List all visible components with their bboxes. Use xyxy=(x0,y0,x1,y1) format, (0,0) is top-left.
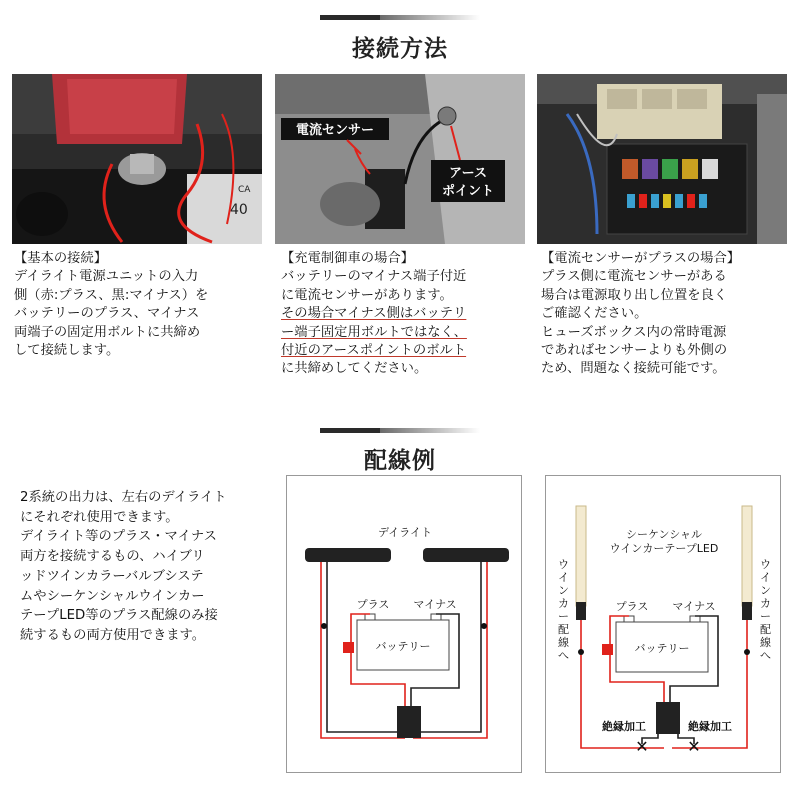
caption-line: デイライト電源ユニットの入力 xyxy=(14,269,199,285)
connector-dot xyxy=(578,649,584,655)
caption-charge-control xyxy=(281,250,541,379)
caption-line: バッテリーのプラス、マイナス xyxy=(14,306,200,322)
caption-line: に共締めしてください。 xyxy=(281,361,428,377)
description-line: デイライト等のプラス・マイナス xyxy=(20,529,217,545)
svg-text:カ: カ xyxy=(760,597,771,610)
caption-line: バッテリーのマイナス端子付近 xyxy=(281,269,467,285)
fusebox-photo-illustration xyxy=(537,74,787,244)
cross-mark-left-icon: ✕ xyxy=(635,737,649,756)
description-line: にそれぞれ使用できます。 xyxy=(20,509,179,525)
section-title-wiring: 配線例 xyxy=(364,448,436,474)
plus-label: プラス xyxy=(356,598,390,611)
caption-line-underlined: その場合マイナス側はバッテリ xyxy=(281,306,467,322)
caption-line: プラス側に電流センサーがある xyxy=(541,269,727,285)
power-unit xyxy=(397,706,421,738)
side-label-left xyxy=(558,558,569,662)
minus-label: マイナス xyxy=(413,598,457,611)
battery-plus-terminal xyxy=(624,616,634,622)
caption-basic-connection xyxy=(14,250,274,360)
caption-heading: 【電流センサーがプラスの場合】 xyxy=(541,251,741,266)
tape-connector-right xyxy=(742,602,752,620)
sensor-tag: 電流センサー xyxy=(295,123,375,138)
wiring-description xyxy=(20,488,282,646)
svg-text:へ: へ xyxy=(760,649,771,662)
daylight-label: デイライト xyxy=(378,526,432,539)
connector-dot xyxy=(321,623,327,629)
caption-line: して接続します。 xyxy=(14,343,120,359)
caption-line: ため、問題なく接続可能です。 xyxy=(541,361,726,377)
daylight-lamp-right xyxy=(423,548,509,562)
svg-text:ー: ー xyxy=(558,610,569,623)
caption-line: 両端子の固定用ボルトに共締め xyxy=(14,324,201,340)
tape-label-line1: シーケンシャル xyxy=(626,528,702,541)
photo-fuse-box xyxy=(537,74,787,244)
plus-label: プラス xyxy=(615,600,649,613)
caption-line: 場合は電源取り出し位置を良く xyxy=(541,287,728,303)
caption-heading: 【基本の接続】 xyxy=(14,251,108,266)
photo-current-sensor xyxy=(275,74,525,244)
svg-text:カ: カ xyxy=(558,597,569,610)
svg-text:へ: へ xyxy=(558,649,569,662)
section-title-connection: 接続方法 xyxy=(352,36,448,62)
sensor-photo-illustration xyxy=(275,74,525,244)
svg-text:イ: イ xyxy=(760,571,771,584)
daylight-lamp-left xyxy=(305,548,391,562)
description-line: ッドツインカラーバルブシステ xyxy=(20,568,204,584)
battery-label: バッテリー xyxy=(634,642,690,655)
caption-heading: 【充電制御車の場合】 xyxy=(281,251,414,266)
svg-text:配: 配 xyxy=(760,623,771,636)
svg-text:イ: イ xyxy=(558,571,569,584)
wiring-diagram-daylight xyxy=(286,475,522,773)
battery-photo-illustration xyxy=(12,74,262,244)
description-line: テープLED等のプラス配線のみ接 xyxy=(20,608,218,624)
sequential-wiring-svg xyxy=(546,476,782,774)
connector-dot xyxy=(744,649,750,655)
minus-label: マイナス xyxy=(672,600,716,613)
tape-label-line2: ウインカーテープLED xyxy=(609,542,719,555)
section-bar-wiring xyxy=(320,428,480,433)
earth-tag-line2: ポイント xyxy=(441,184,495,199)
description-line: 続するもの両方使用できます。 xyxy=(20,627,206,643)
battery-brand-mark: CA xyxy=(238,185,251,195)
svg-text:線: 線 xyxy=(760,636,771,649)
caption-line: 側（赤:プラス、黒:マイナス）を xyxy=(14,287,209,303)
battery-label: バッテリー xyxy=(375,640,431,653)
photo-basic-connection xyxy=(12,74,262,244)
svg-text:配: 配 xyxy=(558,623,569,636)
svg-text:ー: ー xyxy=(760,610,771,623)
svg-text:ン: ン xyxy=(760,584,771,597)
caption-sensor-plus xyxy=(541,250,800,379)
svg-text:ン: ン xyxy=(558,584,569,597)
caption-line: ヒューズボックス内の常時電源 xyxy=(541,324,727,340)
svg-text:線: 線 xyxy=(558,636,569,649)
power-unit xyxy=(656,702,680,734)
caption-line-underlined: 付近のアースポイントのボルト xyxy=(281,343,467,359)
description-line: ムやシーケンシャルウインカー xyxy=(20,588,205,604)
daylight-wiring-svg xyxy=(287,476,523,774)
svg-text:ウ: ウ xyxy=(558,558,569,571)
section-bar-connection xyxy=(320,15,480,20)
insulation-label-right: 絶縁加工 xyxy=(688,720,732,733)
wiring-diagram-sequential xyxy=(545,475,781,773)
description-line: 2系統の出力は、左右のデイライト xyxy=(20,490,227,505)
svg-text:ウ: ウ xyxy=(760,558,771,571)
caption-line: に電流センサーがあります。 xyxy=(281,287,453,303)
led-tape-left xyxy=(576,506,586,606)
tape-connector-left xyxy=(576,602,586,620)
battery-minus-terminal xyxy=(690,616,700,622)
battery-minus-terminal xyxy=(431,614,441,620)
caption-line-underlined: ー端子固定用ボルトではなく、 xyxy=(281,324,467,340)
battery-mark-40: 40 xyxy=(230,202,248,218)
connector-dot xyxy=(481,623,487,629)
side-label-right xyxy=(760,558,771,662)
description-line: 両方を接続するもの、ハイブリ xyxy=(20,549,205,565)
earth-tag-line1: アース xyxy=(449,166,487,181)
fuse-marker xyxy=(602,644,613,655)
caption-line: であればセンサーよりも外側の xyxy=(541,343,728,359)
insulation-label-left: 絶縁加工 xyxy=(602,720,646,733)
battery-plus-terminal xyxy=(365,614,375,620)
cross-mark-right-icon: ✕ xyxy=(687,737,701,756)
caption-line: ご確認ください。 xyxy=(541,306,648,322)
fuse-marker xyxy=(343,642,354,653)
led-tape-right xyxy=(742,506,752,606)
